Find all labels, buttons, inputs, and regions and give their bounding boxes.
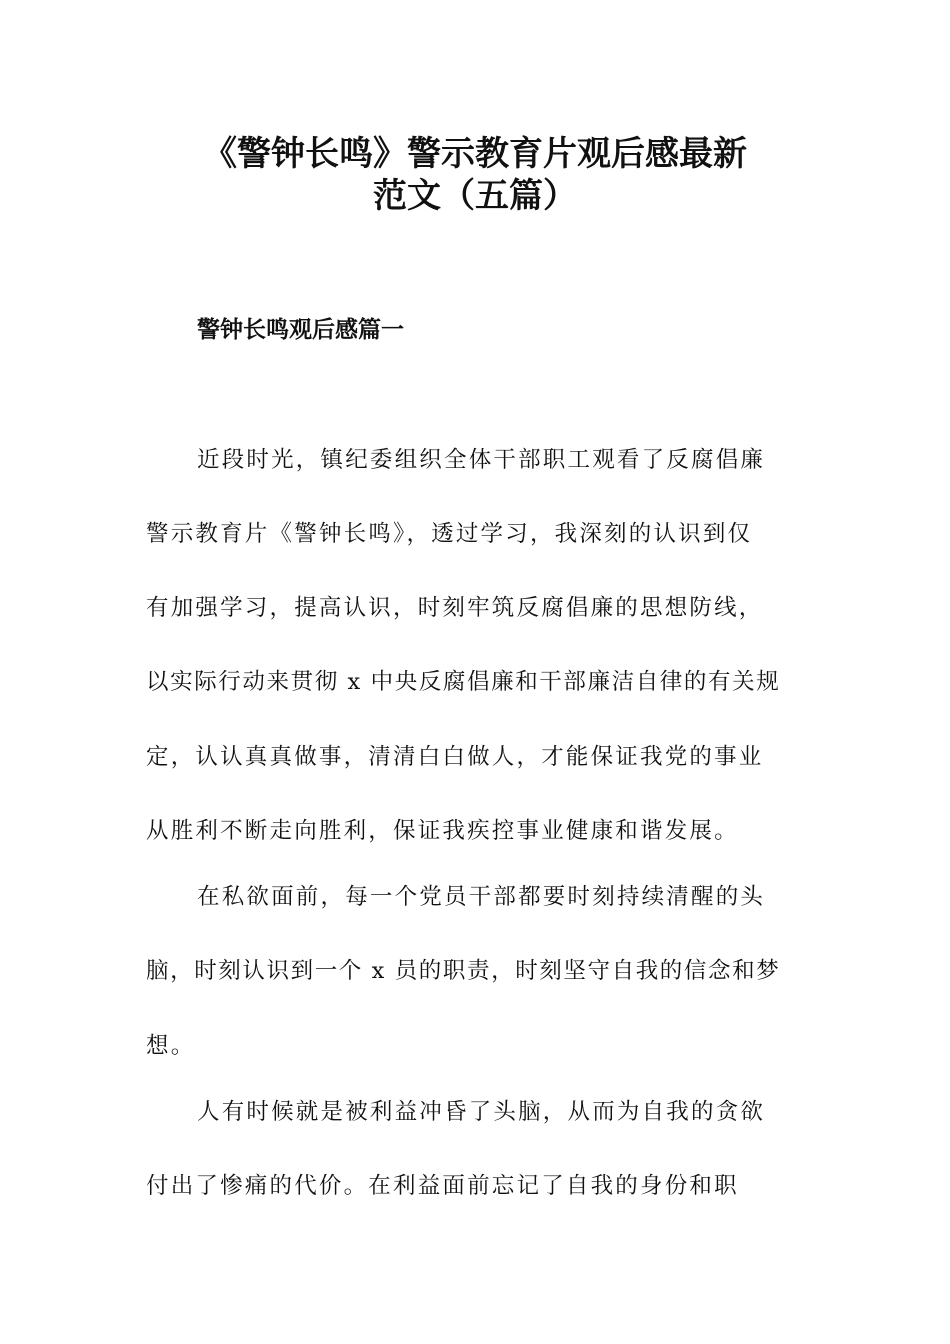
document-title-line-1: 《警钟长鸣》警示教育片观后感最新 (203, 134, 747, 174)
section-heading: 警钟长鸣观后感篇一 (197, 317, 404, 343)
paragraph-2-line-1: 在私欲面前，每一个党员干部都要时刻持续清醒的头 (197, 884, 766, 910)
paragraph-3-line-1: 人有时候就是被利益冲昏了头脑，从而为自我的贪欲 (197, 1099, 766, 1125)
document-title-line-2: 范文（五篇） (373, 176, 577, 216)
paragraph-1-line-4: 以实际行动来贯彻 x 中央反腐倡廉和干部廉洁自律的有关规 (146, 669, 781, 695)
paragraph-1-line-5: 定，认认真真做事，清清白白做人，才能保证我党的事业 (146, 744, 764, 770)
paragraph-2-line-2: 脑，时刻认识到一个 x 员的职责，时刻坚守自我的信念和梦 (146, 958, 781, 984)
paragraph-1-line-3: 有加强学习，提高认识，时刻牢筑反腐倡廉的思想防线， (146, 595, 764, 621)
paragraph-3-line-2: 付出了惨痛的代价。在利益面前忘记了自我的身份和职 (146, 1173, 739, 1199)
paragraph-2-line-3: 想。 (146, 1033, 196, 1059)
paragraph-1-line-2: 警示教育片《警钟长鸣》，透过学习，我深刻的认识到仅 (146, 521, 753, 547)
paragraph-1-line-1: 近段时光，镇纪委组织全体干部职工观看了反腐倡廉 (197, 447, 766, 473)
paragraph-1-line-6: 从胜利不断走向胜利，保证我疾控事业健康和谐发展。 (146, 818, 739, 844)
